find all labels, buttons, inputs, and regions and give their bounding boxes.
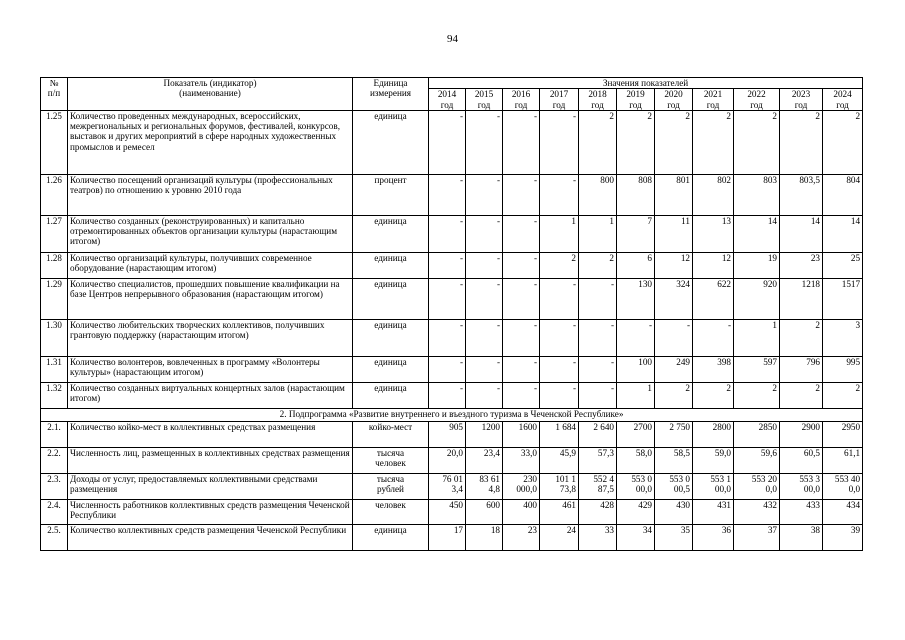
- value-cell: -: [503, 319, 540, 356]
- value-cell: 2: [693, 382, 734, 408]
- value-cell: 83 61 4,8: [466, 473, 503, 499]
- value-cell: -: [503, 110, 540, 174]
- row-number: 2.4.: [41, 499, 68, 524]
- row-number: 1.32: [41, 382, 68, 408]
- value-cell: -: [429, 319, 466, 356]
- value-cell: 19: [734, 252, 780, 278]
- value-cell: -: [540, 356, 579, 382]
- value-cell: 803: [734, 174, 780, 215]
- value-cell: 553 40 0,0: [823, 473, 863, 499]
- value-cell: -: [579, 278, 617, 319]
- row-number: 1.29: [41, 278, 68, 319]
- row-number: 2.5.: [41, 524, 68, 550]
- value-cell: 39: [823, 524, 863, 550]
- value-cell: 553 0 00,5: [655, 473, 693, 499]
- indicator-name: Количество любительских творческих коллективов, получивших грантовую поддержку (нарастающим итогом): [68, 319, 353, 356]
- value-cell: 130: [617, 278, 655, 319]
- table-row: [41, 499, 863, 524]
- row-number: 1.28: [41, 252, 68, 278]
- indicator-name: Количество специалистов, прошедших повышение квалификации на базе Центров непрерывного образования (нарастающим итогом): [68, 278, 353, 319]
- value-cell: 12: [693, 252, 734, 278]
- unit-cell: процент: [353, 174, 429, 215]
- value-cell: -: [617, 319, 655, 356]
- row-number: 1.30: [41, 319, 68, 356]
- unit-cell: тысяча рублей: [353, 473, 429, 499]
- value-cell: 2: [655, 382, 693, 408]
- value-cell: -: [655, 319, 693, 356]
- indicators-table: [40, 77, 863, 551]
- value-cell: 23: [780, 252, 823, 278]
- value-cell: 1600: [503, 421, 540, 447]
- value-cell: -: [540, 278, 579, 319]
- value-cell: 995: [823, 356, 863, 382]
- value-cell: -: [540, 174, 579, 215]
- value-cell: 2700: [617, 421, 655, 447]
- header-indicator: Показатель (индикатор) (наименование): [68, 78, 353, 111]
- unit-cell: единица: [353, 356, 429, 382]
- value-cell: -: [503, 215, 540, 252]
- value-cell: 804: [823, 174, 863, 215]
- value-cell: 2: [823, 110, 863, 174]
- table-row: [41, 524, 863, 550]
- unit-cell: единица: [353, 215, 429, 252]
- header-unit: Единица измерения: [353, 78, 429, 111]
- value-cell: -: [429, 356, 466, 382]
- value-cell: 1: [579, 215, 617, 252]
- value-cell: -: [429, 278, 466, 319]
- value-cell: 12: [655, 252, 693, 278]
- value-cell: 11: [655, 215, 693, 252]
- value-cell: 553 1 00,0: [693, 473, 734, 499]
- value-cell: 2800: [693, 421, 734, 447]
- header-num: № п/п: [41, 78, 68, 111]
- value-cell: 2: [579, 110, 617, 174]
- value-cell: 600: [466, 499, 503, 524]
- value-cell: 597: [734, 356, 780, 382]
- value-cell: 6: [617, 252, 655, 278]
- table-row: [41, 447, 863, 473]
- value-cell: 3: [823, 319, 863, 356]
- indicator-name: Количество созданных виртуальных концертных залов (нарастающим итогом): [68, 382, 353, 408]
- row-number: 1.31: [41, 356, 68, 382]
- value-cell: 60,5: [780, 447, 823, 473]
- row-number: 2.1.: [41, 421, 68, 447]
- value-cell: 33,0: [503, 447, 540, 473]
- row-number: 2.2.: [41, 447, 68, 473]
- table-row: [41, 356, 863, 382]
- value-cell: -: [429, 252, 466, 278]
- value-cell: -: [540, 319, 579, 356]
- indicator-name: Количество волонтеров, вовлеченных в программу «Волонтеры культуры» (нарастающим итогом): [68, 356, 353, 382]
- indicator-name: Количество койко-мест в коллективных средствах размещения: [68, 421, 353, 447]
- header-year: 2020 год: [655, 89, 693, 111]
- table-row: [41, 215, 863, 252]
- header-year: 2021 год: [693, 89, 734, 111]
- value-cell: -: [429, 110, 466, 174]
- value-cell: -: [503, 252, 540, 278]
- value-cell: 24: [540, 524, 579, 550]
- value-cell: 2: [655, 110, 693, 174]
- value-cell: 432: [734, 499, 780, 524]
- unit-cell: койко-мест: [353, 421, 429, 447]
- value-cell: 2950: [823, 421, 863, 447]
- value-cell: 38: [780, 524, 823, 550]
- row-number: 1.26: [41, 174, 68, 215]
- value-cell: 553 3 00,0: [780, 473, 823, 499]
- value-cell: 2: [780, 382, 823, 408]
- value-cell: -: [579, 382, 617, 408]
- table-row: [41, 278, 863, 319]
- value-cell: 101 1 73,8: [540, 473, 579, 499]
- value-cell: 622: [693, 278, 734, 319]
- value-cell: 430: [655, 499, 693, 524]
- unit-cell: человек: [353, 499, 429, 524]
- unit-cell: единица: [353, 319, 429, 356]
- value-cell: -: [466, 382, 503, 408]
- value-cell: 61,1: [823, 447, 863, 473]
- indicator-name: Численность лиц, размещенных в коллективных средствах размещения: [68, 447, 353, 473]
- value-cell: -: [466, 356, 503, 382]
- value-cell: -: [466, 278, 503, 319]
- value-cell: 37: [734, 524, 780, 550]
- value-cell: 45,9: [540, 447, 579, 473]
- table-row: [41, 110, 863, 174]
- header-year: 2016 год: [503, 89, 540, 111]
- value-cell: 808: [617, 174, 655, 215]
- value-cell: 13: [693, 215, 734, 252]
- value-cell: 17: [429, 524, 466, 550]
- indicator-name: Доходы от услуг, предоставляемых коллективными средствами размещения: [68, 473, 353, 499]
- value-cell: 2: [579, 252, 617, 278]
- header-year: 2017 год: [540, 89, 579, 111]
- table-row: [41, 319, 863, 356]
- row-number: 2.3.: [41, 473, 68, 499]
- value-cell: 59,6: [734, 447, 780, 473]
- value-cell: 553 20 0,0: [734, 473, 780, 499]
- table-row: [41, 382, 863, 408]
- value-cell: -: [466, 252, 503, 278]
- value-cell: 100: [617, 356, 655, 382]
- value-cell: 920: [734, 278, 780, 319]
- value-cell: -: [579, 356, 617, 382]
- indicator-name: Количество коллективных средств размещения Чеченской Республики: [68, 524, 353, 550]
- table-row: [41, 473, 863, 499]
- header-year: 2022 год: [734, 89, 780, 111]
- value-cell: -: [429, 174, 466, 215]
- row-number: 1.27: [41, 215, 68, 252]
- value-cell: 2: [823, 382, 863, 408]
- value-cell: 2 750: [655, 421, 693, 447]
- value-cell: 59,0: [693, 447, 734, 473]
- value-cell: 23: [503, 524, 540, 550]
- value-cell: 36: [693, 524, 734, 550]
- value-cell: 905: [429, 421, 466, 447]
- value-cell: 18: [466, 524, 503, 550]
- value-cell: 2900: [780, 421, 823, 447]
- unit-cell: единица: [353, 278, 429, 319]
- value-cell: -: [540, 110, 579, 174]
- unit-cell: единица: [353, 252, 429, 278]
- value-cell: 553 0 00,0: [617, 473, 655, 499]
- value-cell: -: [466, 319, 503, 356]
- table-row: [41, 252, 863, 278]
- value-cell: 1: [540, 215, 579, 252]
- value-cell: -: [579, 319, 617, 356]
- section-title: 2. Подпрограмма «Развитие внутреннего и въездного туризма в Чеченской Республике»: [41, 408, 863, 421]
- value-cell: 2: [734, 110, 780, 174]
- value-cell: 2: [734, 382, 780, 408]
- value-cell: 76 01 3,4: [429, 473, 466, 499]
- value-cell: 2: [780, 110, 823, 174]
- value-cell: -: [540, 382, 579, 408]
- unit-cell: тысяча человек: [353, 447, 429, 473]
- value-cell: 34: [617, 524, 655, 550]
- value-cell: 2: [693, 110, 734, 174]
- value-cell: 431: [693, 499, 734, 524]
- header-year: 2018 год: [579, 89, 617, 111]
- value-cell: 434: [823, 499, 863, 524]
- value-cell: 14: [734, 215, 780, 252]
- value-cell: 2: [617, 110, 655, 174]
- value-cell: -: [429, 382, 466, 408]
- value-cell: 230 000,0: [503, 473, 540, 499]
- value-cell: 2 640: [579, 421, 617, 447]
- header-year: 2014 год: [429, 89, 466, 111]
- value-cell: 801: [655, 174, 693, 215]
- header-values: Значения показателей: [429, 78, 863, 89]
- header-year: 2015 год: [466, 89, 503, 111]
- unit-cell: единица: [353, 110, 429, 174]
- value-cell: 57,3: [579, 447, 617, 473]
- value-cell: 802: [693, 174, 734, 215]
- value-cell: 1517: [823, 278, 863, 319]
- unit-cell: единица: [353, 382, 429, 408]
- value-cell: 23,4: [466, 447, 503, 473]
- value-cell: 35: [655, 524, 693, 550]
- indicator-name: Численность работников коллективных средств размещения Чеченской Республики: [68, 499, 353, 524]
- value-cell: -: [503, 382, 540, 408]
- value-cell: 461: [540, 499, 579, 524]
- unit-cell: единица: [353, 524, 429, 550]
- value-cell: 450: [429, 499, 466, 524]
- value-cell: 428: [579, 499, 617, 524]
- table-row: [41, 174, 863, 215]
- value-cell: 324: [655, 278, 693, 319]
- value-cell: 800: [579, 174, 617, 215]
- value-cell: 1: [734, 319, 780, 356]
- value-cell: 25: [823, 252, 863, 278]
- value-cell: 433: [780, 499, 823, 524]
- value-cell: 1: [617, 382, 655, 408]
- value-cell: 2850: [734, 421, 780, 447]
- header-year: 2023 год: [780, 89, 823, 111]
- value-cell: 400: [503, 499, 540, 524]
- value-cell: 1218: [780, 278, 823, 319]
- indicator-name: Количество проведенных международных, всероссийских, межрегиональных и региональных форумов, фестивалей, конкурсов, выставок и других мероприятий в сфере народных художественных промыслов и ремесел: [68, 110, 353, 174]
- row-number: 1.25: [41, 110, 68, 174]
- value-cell: 2: [540, 252, 579, 278]
- value-cell: 2: [780, 319, 823, 356]
- value-cell: 1200: [466, 421, 503, 447]
- value-cell: 14: [780, 215, 823, 252]
- value-cell: -: [503, 174, 540, 215]
- value-cell: 249: [655, 356, 693, 382]
- value-cell: 398: [693, 356, 734, 382]
- value-cell: -: [503, 278, 540, 319]
- value-cell: 58,5: [655, 447, 693, 473]
- value-cell: 14: [823, 215, 863, 252]
- table-row: [41, 421, 863, 447]
- value-cell: -: [466, 215, 503, 252]
- header-year: 2019 год: [617, 89, 655, 111]
- value-cell: 7: [617, 215, 655, 252]
- section-row: [41, 408, 863, 421]
- value-cell: 796: [780, 356, 823, 382]
- value-cell: 552 4 87,5: [579, 473, 617, 499]
- value-cell: 33: [579, 524, 617, 550]
- value-cell: 429: [617, 499, 655, 524]
- page-number: 94: [447, 33, 458, 45]
- indicator-name: Количество созданных (реконструированных) и капитально отремонтированных объектов организации культуры (нарастающим итогом): [68, 215, 353, 252]
- value-cell: -: [693, 319, 734, 356]
- value-cell: -: [466, 174, 503, 215]
- value-cell: 20,0: [429, 447, 466, 473]
- value-cell: 1 684: [540, 421, 579, 447]
- value-cell: 803,5: [780, 174, 823, 215]
- value-cell: 58,0: [617, 447, 655, 473]
- header-year: 2024 год: [823, 89, 863, 111]
- indicator-name: Количество посещений организаций культуры (профессиональных театров) по отношению к уровню 2010 года: [68, 174, 353, 215]
- value-cell: -: [429, 215, 466, 252]
- indicator-name: Количество организаций культуры, получивших современное оборудование (нарастающим итогом): [68, 252, 353, 278]
- value-cell: -: [466, 110, 503, 174]
- value-cell: -: [503, 356, 540, 382]
